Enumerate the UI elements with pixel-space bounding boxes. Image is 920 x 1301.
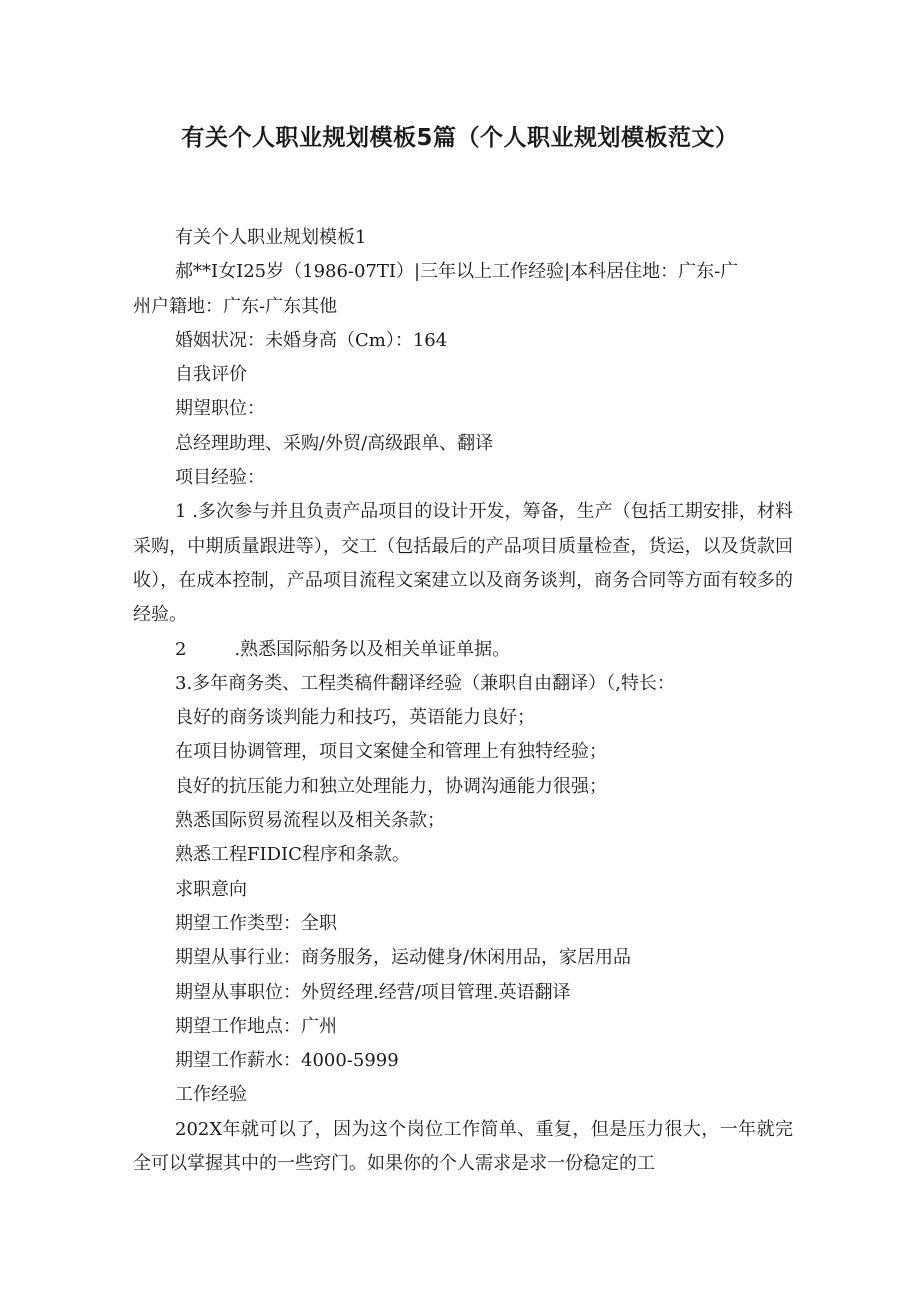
self-evaluation-heading: 自我评价: [175, 364, 247, 386]
marital-height-line: 婚姻状况：未婚身高（Cm）：164: [175, 329, 448, 351]
skill-line-2: 在项目协调管理，项目文案健全和管理上有独特经验；: [175, 741, 607, 763]
expected-job-type: 期望工作类型：全职: [175, 912, 337, 934]
skill-line-4: 熟悉国际贸易流程以及相关条款；: [175, 810, 445, 832]
item-text: .熟悉国际船务以及相关单证单据。: [234, 638, 511, 660]
document-title: 有关个人职业规划模板5篇（个人职业规划模板范文）: [181, 125, 739, 151]
expected-salary: 期望工作薪水：4000-5999: [175, 1050, 399, 1072]
expected-position-value: 总经理助理、采购/外贸/高级跟单、翻译: [175, 432, 494, 454]
work-experience-paragraph: 202X年就可以了，因为这个岗位工作简单、重复，但是压力很大，一年就完全可以掌握其中的一些窍门。如果你的个人需求是求一份稳定的工: [133, 1118, 793, 1175]
skill-line-1: 良好的商务谈判能力和技巧，英语能力良好；: [175, 707, 535, 729]
profile-line: 郝**I女I25岁（1986-07TI）|三年以上工作经验|本科居住地：广东-广: [175, 261, 739, 283]
project-experience-label: 项目经验：: [175, 467, 265, 489]
project-experience-item-1: 1 .多次参与并且负责产品项目的设计开发，筹备，生产（包括工期安排，材料采购，中期质量跟进等），交工（包括最后的产品项目质量检查，货运，以及货款回收），在成本控制，产品项目流程文案建立以及商务谈判，商务合同等方面有较多的经验。: [133, 501, 793, 626]
skill-line-5: 熟悉工程FIDIC程序和条款。: [175, 844, 410, 866]
expected-job-role: 期望从事职位：外贸经理.经营/项目管理.英语翻译: [175, 981, 571, 1003]
expected-position-label: 期望职位：: [175, 398, 265, 420]
document-body: [133, 221, 793, 1181]
section-heading-template-1: 有关个人职业规划模板1: [175, 227, 367, 248]
work-experience-heading: 工作经验: [175, 1084, 247, 1106]
skill-line-3: 良好的抗压能力和独立处理能力，协调沟通能力很强；: [175, 775, 607, 797]
expected-location: 期望工作地点：广州: [175, 1015, 337, 1037]
expected-industry: 期望从事行业：商务服务，运动健身/休闲用品，家居用品: [175, 947, 632, 969]
job-intention-heading: 求职意向: [175, 878, 247, 900]
item-number: 2: [175, 638, 187, 660]
project-experience-item-2: [133, 633, 793, 667]
project-experience-item-3: 3.多年商务类、工程类稿件翻译经验（兼职自由翻译）（,特长：: [175, 672, 675, 694]
profile-line-continued: 州户籍地：广东-广东其他: [133, 295, 338, 317]
